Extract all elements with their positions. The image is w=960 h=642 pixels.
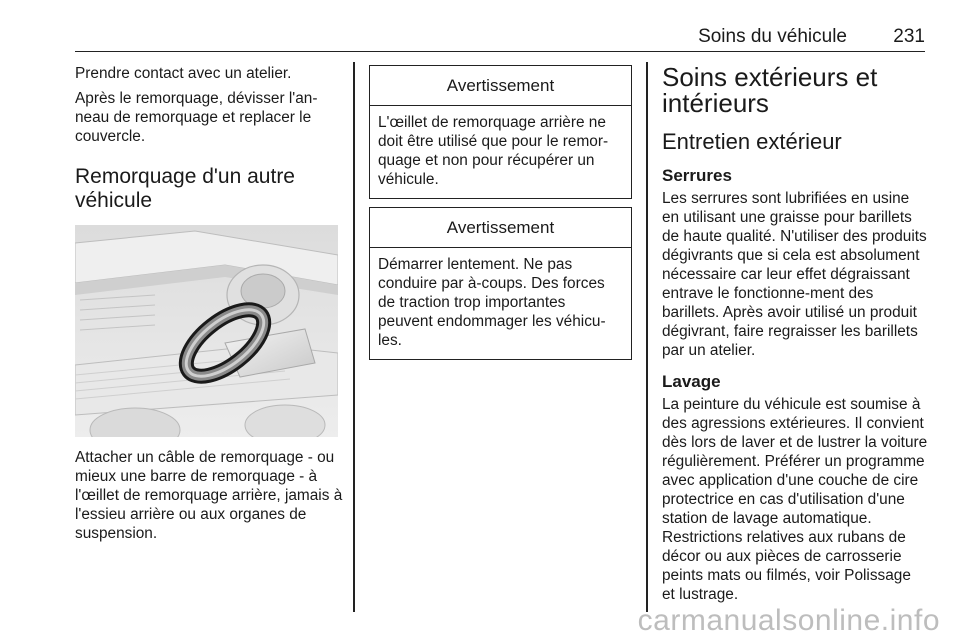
- warning-title: Avertissement: [370, 66, 631, 106]
- section-title: Soins du véhicule: [698, 26, 847, 47]
- paragraph-after-towing: Après le remorquage, dévisser l'an-neau de remorquage et replacer le couvercle.: [75, 90, 318, 145]
- section-text-locks: Les serrures sont lubrifiées en usine en utilisant une graisse pour barillets de haute qualité. N'utiliser des produits dégivrants que si cela est absolument nécessaire car leur effet dégraissant entrave le fonctionne-ment des barillets. Après avoir utilisé un produit dégivrant, faire regraisser les barillets par un atelier.: [662, 190, 927, 359]
- tow-eye-illustration-icon: [75, 225, 338, 437]
- page-number: 231: [893, 26, 925, 47]
- chapter-title: Soins extérieurs et intérieurs: [662, 62, 878, 118]
- warning-box-2: [369, 207, 632, 360]
- warning-text: L'œillet de remorquage arrière ne doit être utilisé que pour le remor-quage et non pour récupérer un véhicule.: [378, 114, 609, 188]
- warning-text: Démarrer lentement. Ne pas conduire par à-coups. Des forces de traction trop importantes peuvent endommager les véhicu-les.: [378, 256, 606, 349]
- page-header: [75, 0, 925, 52]
- section-heading-locks: Serrures: [662, 166, 732, 185]
- watermark-text: carmanualsonline.info: [637, 604, 940, 637]
- column-right: [662, 64, 928, 604]
- warning-box-1: [369, 65, 632, 199]
- subchapter-title: Entretien extérieur: [662, 129, 842, 154]
- column-divider-left: [353, 62, 355, 612]
- tow-eye-figure: [75, 225, 338, 437]
- warning-title: Avertissement: [370, 208, 631, 248]
- column-left: [75, 64, 343, 543]
- heading-towing-other-vehicle: Remorquage d'un autre véhicule: [75, 165, 295, 212]
- paragraph-contact: Prendre contact avec un atelier.: [75, 65, 292, 82]
- section-text-washing: La peinture du véhicule est soumise à des agressions extérieures. Il convient dès lors de laver et de lustrer la voiture régulièrement. Préférer un programme avec application d'une couche de cire protectrice en cas d'utilisation d'une station de lavage automatique. Restrictions relatives aux rubans de décor ou aux pièces de carrosserie peints mats ou filmés, voir Polissage et lustrage.: [662, 396, 928, 603]
- column-divider-right: [646, 62, 648, 612]
- section-heading-washing: Lavage: [662, 372, 721, 391]
- figure-caption: Attacher un câble de remorquage - ou mieux une barre de remorquage - à l'œillet de remorquage arrière, jamais à l'essieu arrière ou aux organes de suspension.: [75, 449, 343, 542]
- column-middle: [369, 65, 632, 360]
